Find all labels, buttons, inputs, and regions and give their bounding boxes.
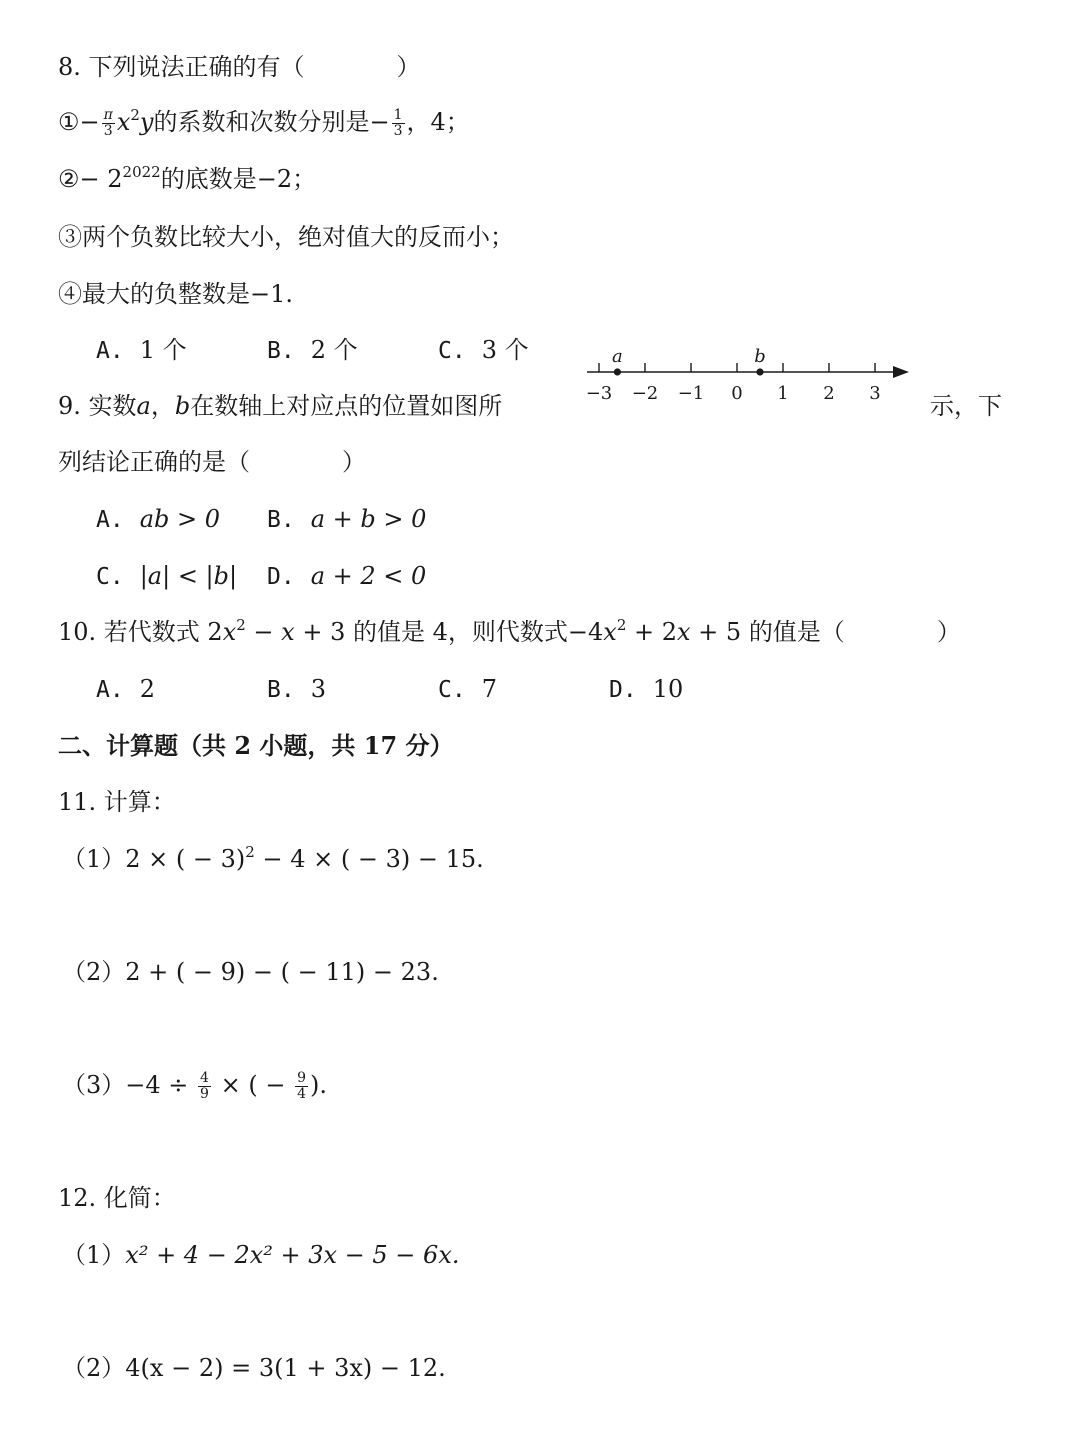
option-label: C. xyxy=(438,338,466,364)
option-text: 2 个 xyxy=(310,336,358,364)
q9-option-b[interactable] xyxy=(267,503,426,536)
q10-p5: + 5 的值是（ xyxy=(690,618,845,646)
q8-s1-fraction-third xyxy=(392,108,405,139)
number-line-point-b xyxy=(756,368,763,375)
option-label: B. xyxy=(267,338,295,364)
q11-part-3 xyxy=(62,1069,327,1102)
option-text: ab > 0 xyxy=(139,505,221,533)
q12-part-2 xyxy=(62,1352,446,1384)
q8-s2-tail: 的底数是−2； xyxy=(160,165,317,193)
q9-stem-a: 9. 实数 xyxy=(58,392,137,420)
q9-stem-close: ） xyxy=(342,448,366,476)
q8-s2-exp: 2022 xyxy=(122,163,161,181)
q8-s2-base: − 2 xyxy=(79,165,123,193)
number-line-tick-label: 3 xyxy=(869,383,881,404)
q11-stem: 11. 计算： xyxy=(58,788,176,816)
option-text: 3 个 xyxy=(481,336,529,364)
number-line-point-a xyxy=(614,368,621,375)
number-line-point-b-label: b xyxy=(754,346,766,367)
option-text: |a| < |b| xyxy=(139,562,238,590)
q11-p3-c: ). xyxy=(309,1071,327,1099)
section-2-title: 二、计算题（共 2 小题，共 17 分） xyxy=(58,731,454,760)
option-label: A. xyxy=(96,507,124,533)
q8-s1-frac2-num: 1 xyxy=(393,107,403,123)
q8-s1-tail: ，4； xyxy=(406,108,470,136)
q8-s2-mark: ② xyxy=(58,165,80,193)
q8-option-c[interactable] xyxy=(438,334,529,367)
option-label: D. xyxy=(267,564,295,590)
q8-s1-mark: ① xyxy=(58,108,80,136)
number-line-figure xyxy=(575,340,915,410)
q11-p1-exp: 2 xyxy=(245,843,255,861)
q12-p1-index: （1） xyxy=(62,1241,126,1269)
q10-option-b[interactable] xyxy=(267,673,326,706)
q10-p3: + 3 的值是 4，则代数式−4 xyxy=(294,618,604,646)
option-label: D. xyxy=(609,677,637,703)
q8-s1-fraction-pi xyxy=(102,108,115,139)
q9-var-a: a xyxy=(136,392,151,420)
q10-p1: 10. 若代数式 2 xyxy=(58,618,223,646)
q9-comma: ， xyxy=(150,392,175,420)
q8-statement-2 xyxy=(58,163,316,195)
q9-option-c[interactable] xyxy=(96,560,237,593)
q9-stem-b: 在数轴上对应点的位置如图所 xyxy=(190,392,503,420)
q10-e1: 2 xyxy=(236,616,246,634)
q11-p3-fraction-1 xyxy=(198,1071,211,1102)
q8-statement-1 xyxy=(58,106,470,139)
q12-p2-index: （2） xyxy=(62,1354,126,1382)
q8-s1-mid: 的系数和次数分别是− xyxy=(153,108,390,136)
frac-den: 4 xyxy=(297,1086,306,1102)
option-text: 1 个 xyxy=(139,336,187,364)
frac-num: 4 xyxy=(200,1070,209,1086)
q11-p3-a: −4 ÷ xyxy=(125,1071,197,1099)
frac-num: 9 xyxy=(297,1070,306,1086)
q9-option-a[interactable] xyxy=(96,503,220,536)
q10-option-a[interactable] xyxy=(96,673,155,706)
q8-stem-text: 8. 下列说法正确的有（ xyxy=(58,53,305,81)
q10-x3: x xyxy=(603,618,617,646)
q10-option-c[interactable] xyxy=(438,673,497,706)
q8-s1-exp: 2 xyxy=(130,106,140,124)
q11-part-1 xyxy=(62,843,484,875)
q11-p3-fraction-2 xyxy=(295,1071,308,1102)
q8-statement-3: ③两个负数比较大小，绝对值大的反而小； xyxy=(58,223,514,251)
q10-close: ） xyxy=(936,618,961,646)
q9-stem-d: 列结论正确的是（ xyxy=(58,448,250,476)
option-label: A. xyxy=(96,338,124,364)
number-line-tick-label: 0 xyxy=(731,383,743,404)
option-label: C. xyxy=(96,564,124,590)
q8-s1-frac-num: π xyxy=(103,107,113,123)
q10-x2: x xyxy=(281,618,295,646)
number-line-tick-label: −2 xyxy=(631,383,659,404)
q8-s1-frac-den: 3 xyxy=(103,123,113,139)
q10-e3: 2 xyxy=(616,616,627,634)
option-label: B. xyxy=(267,507,295,533)
q12-stem: 12. 化简： xyxy=(58,1184,176,1212)
q11-p3-b: × ( − xyxy=(212,1071,294,1099)
option-label: C. xyxy=(438,677,466,703)
number-line-point-a-label: a xyxy=(612,346,623,367)
q9-var-b: b xyxy=(174,392,191,420)
q12-part-1 xyxy=(62,1239,459,1271)
q12-p1-text: x² + 4 − 2x² + 3x − 5 − 6x. xyxy=(125,1241,460,1269)
number-line-tick-label: 1 xyxy=(777,383,789,404)
q8-option-a[interactable] xyxy=(96,334,187,367)
q11-p2-index: （2） xyxy=(62,958,126,986)
q9-stem-line2 xyxy=(58,446,366,478)
q10-option-d[interactable] xyxy=(609,673,683,706)
q12-p2-text: 4(x − 2) = 3(1 + 3x) − 12. xyxy=(125,1354,446,1382)
q9-stem-line1 xyxy=(58,390,502,422)
q10-p2: − xyxy=(245,618,282,646)
q10-p4: + 2 xyxy=(626,618,677,646)
q8-s1-y: y xyxy=(139,108,154,136)
q8-stem-close: ） xyxy=(396,53,421,81)
q9-stem-c: 示，下 xyxy=(930,392,1002,420)
q11-p1-index: （1） xyxy=(62,845,126,873)
frac-den: 9 xyxy=(200,1086,209,1102)
q11-part-2 xyxy=(62,956,439,988)
q10-stem xyxy=(58,616,961,648)
q11-p3-index: （3） xyxy=(62,1071,126,1099)
option-text: 10 xyxy=(652,675,684,703)
option-text: 3 xyxy=(310,675,326,703)
q11-p1-a: 2 × ( − 3) xyxy=(125,845,246,873)
option-label: B. xyxy=(267,677,295,703)
number-line-tick-label: 2 xyxy=(823,383,835,404)
q8-option-b[interactable] xyxy=(267,334,358,367)
q8-statement-4: ④最大的负整数是−1. xyxy=(58,280,294,308)
q8-s1-minus: − xyxy=(79,108,100,136)
option-text: 2 xyxy=(139,675,155,703)
q11-p2-text: 2 + ( − 9) − ( − 11) − 23. xyxy=(125,958,439,986)
option-text: a + b > 0 xyxy=(310,505,427,533)
q10-x1: x xyxy=(222,618,237,646)
q11-p1-b: − 4 × ( − 3) − 15. xyxy=(254,845,484,873)
q8-s1-x: x xyxy=(116,108,131,136)
q9-option-d[interactable] xyxy=(267,560,426,593)
number-line-tick-label: −3 xyxy=(585,383,613,404)
number-line-arrow-icon xyxy=(893,366,909,378)
number-line-tick-label: −1 xyxy=(677,383,705,404)
q8-s1-frac2-den: 3 xyxy=(393,123,403,139)
q10-x4: x xyxy=(677,618,691,646)
option-label: A. xyxy=(96,677,124,703)
option-text: 7 xyxy=(481,675,497,703)
option-text: a + 2 < 0 xyxy=(310,562,427,590)
q8-stem xyxy=(58,51,421,83)
